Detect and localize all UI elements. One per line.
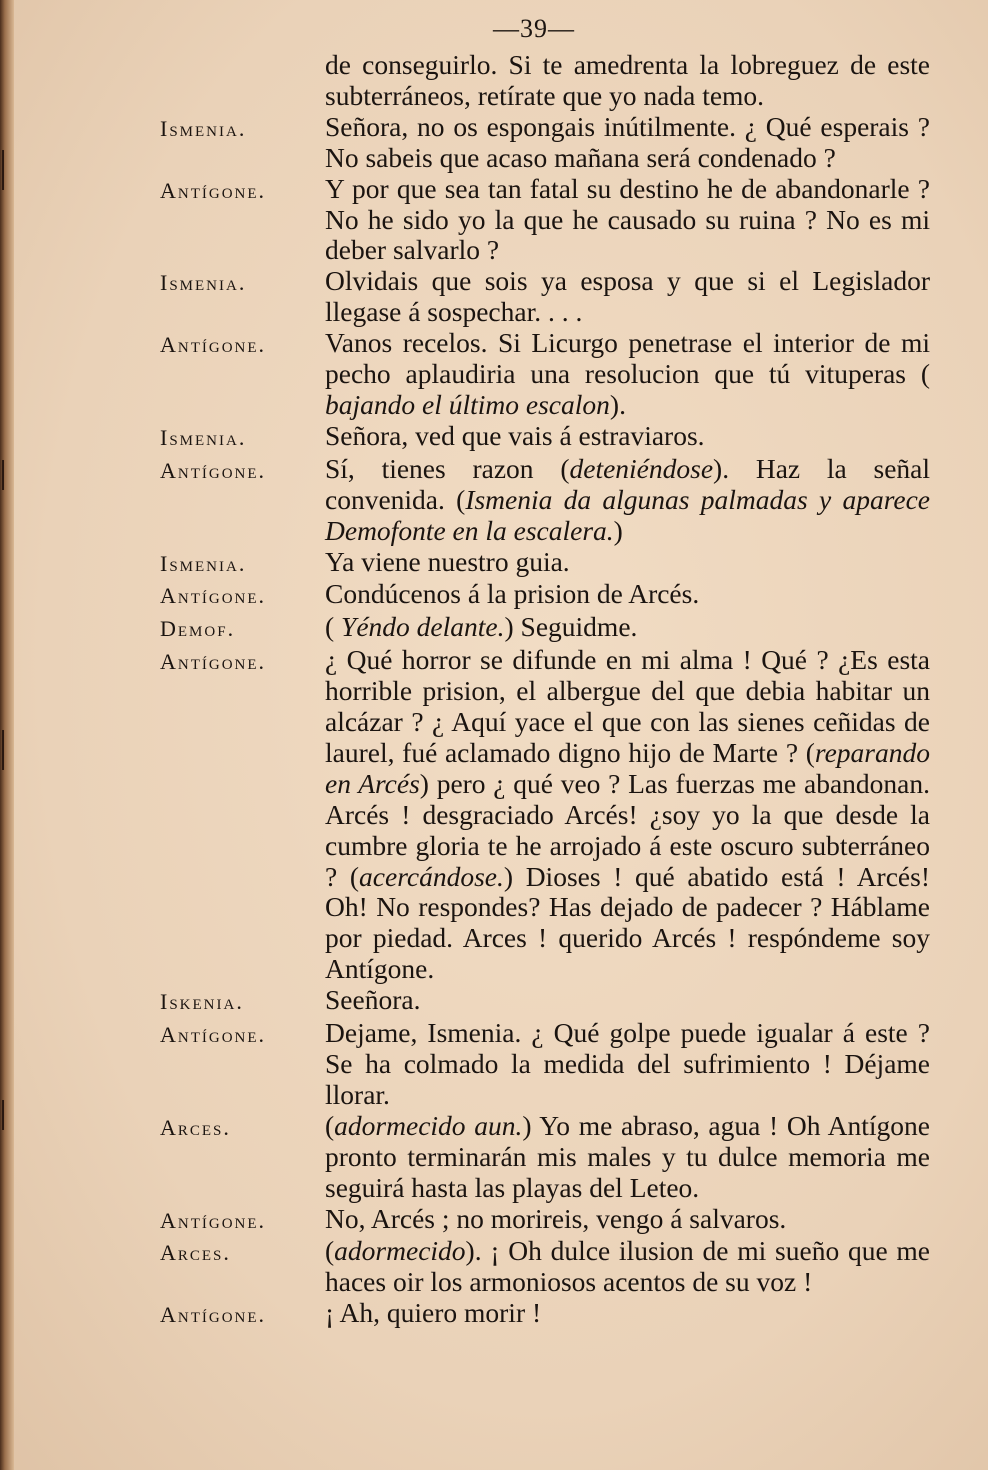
spoken-text: ). ¡ Oh dulce ilusion de mi sueño que me haces oir los armoniosos acentos de su voz ! [325,1235,930,1298]
spoken-text: ) Dioses ! qué abatido está ! Arcés! Oh! No respondes? Has dejado de padecer ? Háblame por piedad. Arces ! querido Arcés ! respóndeme soy Antígone. [325,860,930,985]
dialogue-entry [160,112,930,174]
speaker-name: Antígone. [160,649,267,675]
dialogue-entry [160,547,930,580]
stage-direction: Ismenia da algunas palmadas y aparece Demofonte en la escalera. [325,483,930,546]
edge-mark [2,730,4,770]
dialogue-entry [160,645,930,985]
dialogue-text [325,421,930,454]
dialogue-entry [160,579,930,612]
dialogue-text [325,579,930,612]
dialogue-entry [160,612,930,645]
spoken-text: ¿ Qué horror se difunde en mi alma ! Qué ? ¿Es esta horrible prision, el albergue del que debia habitar un alcázar ? ¿ Aquí yace el que con las sienes ceñidas de laurel, fué aclamado digno hijo de Marte ? ( [325,644,930,768]
speaker-name: Ismenia. [160,424,247,450]
spoken-text: ) [613,514,623,546]
speaker-name: Antígone. [160,457,267,483]
spoken-text: de conseguirlo. Si te amedrenta la lobreguez de este subterráneos, retírate que yo nada temo. [325,49,930,111]
dialogue-text [325,174,930,267]
dialogue-text [325,112,930,174]
spoken-text: Señora, ved que vais á estraviaros. [325,419,705,451]
dialogue-entry [160,174,930,267]
dialogue-entry [160,1298,930,1331]
dialogue-entry [160,50,930,112]
speaker-name: Antígone. [160,177,267,203]
dialogue-text [325,1018,930,1111]
speaker-name: Antígone. [160,1207,267,1233]
speaker-name [160,50,325,112]
spoken-text: ( [325,611,342,643]
speaker-name: Antígone. [160,1302,267,1328]
spoken-text: Sí, tienes razon ( [325,452,570,484]
dialogue-entry [160,1018,930,1111]
stage-direction: adormecido [334,1235,466,1267]
edge-mark [2,460,4,490]
speaker-name: Iskenia. [160,989,244,1015]
page-binding-edge [0,0,14,1470]
dialogue-entry [160,266,930,328]
stage-direction: adormecido aun. [334,1109,523,1141]
spoken-text: ). Haz la señal convenida. ( [325,452,930,515]
dialogue-entry [160,421,930,454]
spoken-text: Condúcenos á la prision de Arcés. [325,578,700,610]
dialogue-entry [160,328,930,421]
dialogue-entry [160,1204,930,1237]
speaker-name: Arces. [160,1114,231,1140]
spoken-text: Seeñora. [325,984,421,1016]
dialogue-text [325,50,930,112]
dialogue-text [325,985,930,1018]
stage-direction: acercándose. [359,860,504,892]
edge-mark [2,150,4,190]
spoken-text: ( [325,1235,335,1267]
speaker-name: Ismenia. [160,270,247,296]
dialogue-text [325,454,930,547]
speaker-name: Ismenia. [160,550,247,576]
edge-mark [2,1100,4,1130]
dialogue-text [325,612,930,645]
spoken-text: Señora, no os espongais inútilmente. ¿ Qué esperais ? No sabeis que acaso mañana será condenado ? [325,110,930,173]
dialogue-text [325,328,930,421]
speaker-name: Antígone. [160,332,267,358]
stage-direction: Yéndo delante. [341,611,505,643]
dialogue-text [325,1298,930,1331]
spoken-text: Olvidais que sois ya esposa y que si el Legislador llegase á sospechar. . . . [325,265,930,328]
dialogue-text [325,1111,930,1204]
speaker-name: Antígone. [160,583,267,609]
spoken-text: Ya viene nuestro guia. [325,545,570,577]
spoken-text: ). [609,388,626,420]
spoken-text: ) Seguidme. [504,611,638,643]
spoken-text: ) Yo me abraso, agua ! Oh Antígone pronto terminarán mis males y tu dulce memoria me seguirá hasta las playas del Leteo. [325,1109,930,1203]
spoken-text: Y por que sea tan fatal su destino he de abandonarle ? No he sido yo la que he causado su ruina ? No es mi deber salvarlo ? [325,172,930,266]
speaker-name: Antígone. [160,1022,267,1048]
spoken-text: Vanos recelos. Si Licurgo penetrase el interior de mi pecho aplaudiria una resolucion que tú vituperas ( [325,327,930,390]
dialogue-entry [160,985,930,1018]
speaker-name: Arces. [160,1240,231,1266]
dialogue-entry [160,1236,930,1298]
dialogue-entry [160,454,930,547]
dialogue-entry [160,1111,930,1204]
dialogue-text [325,266,930,328]
stage-direction: reparando en Arcés [325,736,930,799]
spoken-text: Dejame, Ismenia. ¿ Qué golpe puede igualar á este ? Se ha colmado la medida del sufrimiento ! Déjame llorar. [325,1017,930,1110]
dialogue-text [325,547,930,580]
spoken-text: ) pero ¿ qué veo ? Las fuerzas me abandonan. Arcés ! desgraciado Arcés! ¿soy yo la que desde la cumbre gloria te he arrojado á este oscuro subterráneo ? ( [325,767,930,892]
spoken-text: No, Arcés ; no morireis, vengo á salvaros. [325,1202,787,1234]
stage-direction: deteniéndose [569,452,714,484]
speaker-name: Ismenia. [160,115,247,141]
spoken-text: ( [325,1109,335,1141]
dialogue-text [325,1236,930,1298]
dialogue-block [160,50,930,1331]
spoken-text: ¡ Ah, quiero morir ! [325,1297,542,1329]
speaker-name: Demof. [160,616,236,642]
dialogue-text [325,645,930,985]
stage-direction: bajando el último escalon [325,388,610,420]
page-number: —39— [493,14,575,43]
dialogue-text [325,1204,930,1237]
